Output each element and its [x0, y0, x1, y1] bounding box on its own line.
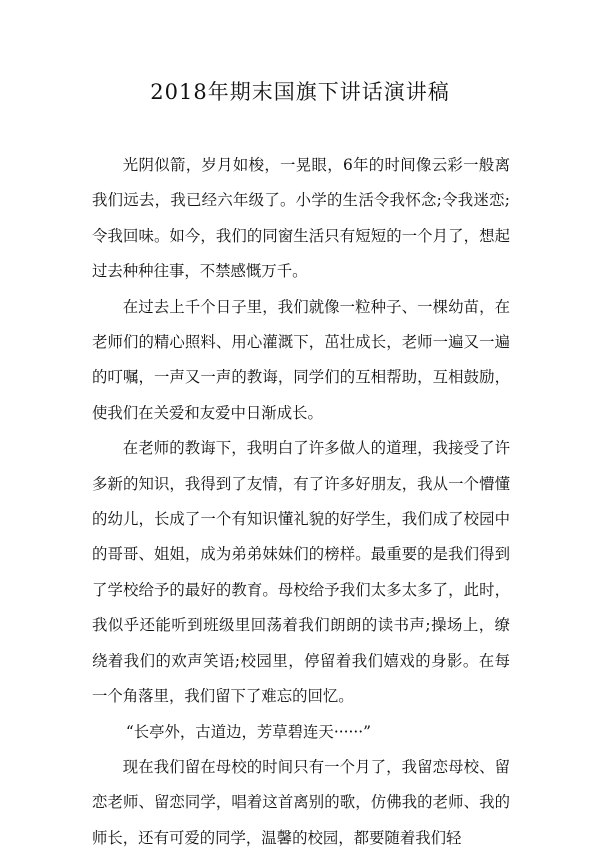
document-title: 2018年期末国旗下讲话演讲稿 — [150, 80, 450, 104]
poem-quote: “长亭外，古道边，芳草碧连天······” — [125, 722, 372, 741]
document-body — [92, 148, 510, 856]
paragraph-4: 现在我们留在母校的时间只有一个月了，我留恋母校、留恋老师、留恋同学，唱着这首离别的歌，仿佛我的老师、我的师长，还有可爱的同学，温馨的校园，都要随着我们轻 — [92, 757, 510, 847]
paragraph-3: 在老师的教诲下，我明白了许多做人的道理，我接受了许多新的知识，我得到了友情，有了许多好朋友，我从一个懵懂的幼儿，长成了一个有知识懂礼貌的好学生，我们成了校园中的哥哥、姐姐，成为弟弟妹妹们的榜样。最重要的是我们得到了学校给予的最好的教育。母校给予我们太多太多了，此时，我似乎还能听到班级里回荡着我们朗朗的读书声;操场上，缭绕着我们的欢声笑语;校园里，停留着我们嬉戏的身影。在每一个角落里，我们留下了难忘的回忆。 — [92, 439, 510, 706]
paragraph-1: 光阴似箭，岁月如梭，一晃眼，6年的时间像云彩一般离我们远去，我已经六年级了。小学的生活令我怀念;令我迷恋;令我回味。如今，我们的同窗生活只有短短的一个月了，想起过去种种往事，不禁感慨万千。 — [92, 156, 510, 281]
paragraph-2: 在过去上千个日子里，我们就像一粒种子、一棵幼苗，在老师们的精心照料、用心灌溉下，茁壮成长，老师一遍又一遍的叮嘱，一声又一声的教诲，同学们的互相帮助，互相鼓励，使我们在关爱和友爱中日渐成长。 — [92, 297, 510, 422]
